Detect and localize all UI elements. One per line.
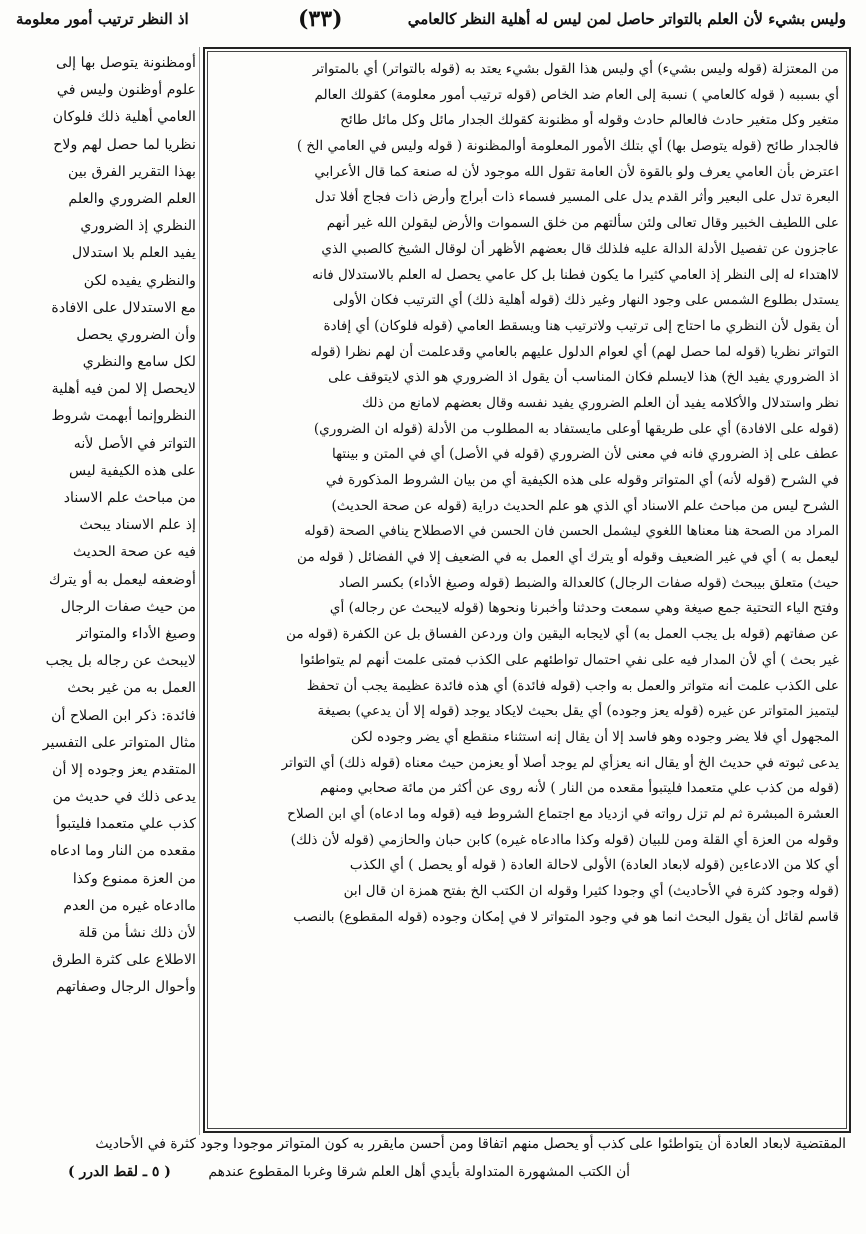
- commentary-line: على اللطيف الخبير وقال تعالى ولئن سألتهم من خلق السموات والأرض ليقولن الله غير أنهم: [326, 215, 839, 232]
- commentary-line: حيث) متعلق بيبحث (قوله صفات الرجال) كالعدالة والضبط (قوله وصيغ الأداء) بكسر الصاد: [338, 574, 839, 591]
- margin-line: أوضعفه ليعمل به أو يترك: [48, 571, 196, 588]
- commentary-line: على الكذب علمت أنه متواتر والعمل به واجب (قوله فائدة) أي هذه فائدة عظيمة يجب أن تحفظ: [306, 677, 839, 694]
- margin-line: يدعى ذلك في حديث من: [52, 789, 196, 806]
- commentary-line: يدعى ثبوته في حديث الخ أو يقال انه يعزأي لم يوجد أصلا أو يعزمن حيث معناه (قوله ذلك) أي التواتر: [281, 754, 839, 771]
- commentary-line: نظر واستدلال والأكلامه يفيد أن العلم الضروري يفيد نفسه وقال بعضهم لامانع من ذلك: [361, 394, 839, 411]
- margin-line: فائدة: ذكر ابن الصلاح أن: [51, 707, 196, 724]
- column-divider: [199, 47, 200, 1135]
- margin-line: أومظنونة يتوصل بها إلى: [56, 55, 196, 71]
- margin-line: الاطلاع على كثرة الطرق: [52, 952, 196, 969]
- commentary-line: قاسم لقائل أن يقول البحث انما هو في وجود المتواتر لا في إمكان وجوده (قوله المقطوع) بالنصب: [293, 908, 839, 925]
- margin-line: كذب علي متعمدا فليتبوأ: [56, 816, 196, 833]
- margin-line: العلم الضروري والعلم: [68, 190, 196, 207]
- commentary-line: يستدل بطلوع الشمس على وجود النهار وغير ذلك (قوله أهلية ذلك) أي الترتيب فكان الأولى: [332, 292, 839, 309]
- commentary-line: اعترض بأن العامي يعرف ولو بالقوة لأن العامة تقول الله موجود لأن له صنعة كما قال الأعرابي: [314, 163, 839, 180]
- footer-text-line-2: أن الكتب المشهورة المتداولة بأيدي أهل العلم شرقا وغربا المقطوع عندهم: [208, 1164, 630, 1180]
- margin-line: المتقدم يعز وجوده إلا أن: [52, 761, 196, 778]
- commentary-line: ليعمل به ) أي في غير الضعيف وقوله أو يترك أي العمل به في الضعيف إلا في الفضائل ( قوله من: [296, 549, 839, 566]
- margin-line: لايبحث عن رجاله بل يجب: [45, 653, 196, 670]
- commentary-box: [203, 47, 851, 1133]
- commentary-line: العشرة المبشرة ثم لم تزل رواته في ازدياد مع اجتماع الشروط فيه (قوله وما ادعاه) أي ابن الصلاح: [287, 805, 839, 822]
- margin-line: لكل سامع والنظري: [82, 354, 196, 371]
- signature-mark: ( ٥ ـ لقط الدرر ): [68, 1164, 171, 1180]
- commentary-line: الشرح ليس من مباحث علم الاسناد أي الذي هو علم الحديث دراية (قوله عن صحة الحديث): [331, 497, 839, 514]
- commentary-line: في الشرح (قوله لأنه) أي المتواتر وقوله على هذه الكيفية أي من بيان الشروط المذكورة في: [325, 472, 839, 488]
- margin-line: وأحوال الرجال وصفاتهم: [56, 979, 196, 996]
- margin-line: نظريا لما حصل لهم ولاح: [53, 136, 196, 153]
- commentary-line: (قوله من كذب علي متعمدا فليتبوأ مقعده من النار ) لأنه روى عن أكثر من مائة صحابي ومنهم: [320, 780, 839, 797]
- margin-line: إذ علم الاسناد يبحث: [79, 517, 196, 534]
- margin-line: لايحصل إلا لمن فيه أهلية: [51, 381, 196, 398]
- commentary-line: غير بحث ) أي لأن المدار فيه على نفي احتمال تواطئهم على الكذب فمتى علمت أنهم لم يتواطئوا: [300, 651, 839, 668]
- margin-line: النظري إذ الضروري: [80, 218, 196, 235]
- commentary-line: من المعتزلة (قوله وليس بشيء) أي وليس هذا القول بشيء يعتد به (قوله بالتواتر) أي بالمتواتر: [312, 61, 839, 77]
- margin-line: العمل به من غير بحث: [67, 680, 196, 697]
- margin-line: لأن ذلك نشأ من قلة: [78, 925, 196, 941]
- commentary-line: اذ الضروري يفيد الخ) هذا لايسلم فكان المناسب أن يقول اذ الضروري هو الذي لايتوقف على: [328, 369, 839, 386]
- commentary-line: وقوله من العزة أي القلة ومن للبيان (قوله وكذا ماادعاه غيره) كابن حبان والحازمي (قوله لأن ذلك): [290, 831, 839, 848]
- commentary-line: (قوله على الافادة) أي على طريقها أوعلى مايستفاد به المطلوب من الأدلة (قوله ان الضروري): [313, 420, 839, 437]
- commentary-line: عاجزون عن تفصيل الأدلة الدالة عليه فلذلك قال بعضهم الأظهر أن لوقال الشيخ كالصبي الذي: [321, 240, 839, 257]
- margin-line: التواتر في الأصل لأنه: [73, 435, 196, 452]
- page-number: (٣٣): [298, 6, 343, 32]
- page-header: [8, 4, 860, 44]
- margin-line: وأن الضروري يحصل: [76, 326, 196, 343]
- margin-line: يفيد العلم بلا استدلال: [71, 245, 196, 262]
- commentary-line: متغير وكل متغير حادث فالعالم حادث وقوله أو مظنونة كقولك الجدار مائل وكل مائل طائح: [340, 112, 839, 129]
- commentary-line: التواتر نظريا (قوله لما حصل لهم) أي لعوام الدلول عليهم بالعامي وقدعلمت أن لهم نظرا (قوله: [310, 343, 839, 360]
- margin-line: علوم أوظنون وليس في: [56, 82, 196, 99]
- margin-line: والنظري يفيده لكن: [83, 272, 196, 289]
- commentary-line: ليتميز المتواتر عن غيره (قوله يعز وجوده) أي يقل بحيث لايكاد يوجد (قوله إلا أن يدعي) بصيغة: [317, 703, 839, 720]
- header-margin-title: اذ النظر ترتيب أمور معلومة: [16, 10, 189, 28]
- margin-line: من العزة ممنوع وكذا: [72, 870, 196, 887]
- commentary-line: البعرة تدل على البعير وأثر القدم يدل على المسير فسماء ذات أبراج وأرض ذات فجاج أفلا تدل: [314, 189, 839, 206]
- commentary-line: أن يقول لأن النظري ما احتاج إلى ترتيب ولاترتيب هنا ويسقط العامي (قوله فلوكان) أي إفادة: [323, 317, 839, 334]
- commentary-line: عن صفاتهم (قوله بل يجب العمل به) أي لايجابه اليقين وان وردعن الفساق بل عن الكفرة (قوله من: [285, 626, 839, 643]
- commentary-text: [215, 57, 839, 1123]
- margin-line: من حيث صفات الرجال: [60, 598, 196, 615]
- margin-column: [6, 50, 196, 1130]
- commentary-line: عطف على إذ الضروري فانه في معنى لأن الضروري (قوله في الأصل) أي في المتن و بينتها: [331, 446, 839, 463]
- margin-line: ماادعاه غيره من العدم: [63, 897, 196, 914]
- commentary-line: وفتح الياء التحتية جمع صيغة وهي سمعت وحدثنا وأخبرنا ونحوها (قوله لايبحث عن رجاله) أي: [329, 600, 839, 617]
- commentary-line: أي كلا من الادعاءين (قوله لابعاد العادة) الأولى لاحالة العادة ( قوله أو يحصل ) أي الكذب: [349, 857, 839, 874]
- margin-line: العامي أهلية ذلك فلوكان: [52, 109, 196, 126]
- commentary-line: المجهول أي فلا يضر وجوده وهو فاسد إلا أن يقال إنه استثناء منقطع أي يضر وجوده لكن: [350, 728, 839, 745]
- margin-line: من مباحث علم الاسناد: [63, 490, 196, 506]
- commentary-line: فالجدار طائح (قوله يتوصل بها) أي بتلك الأمور المعلومة أوالمظنونة ( قوله وليس في العامي الخ ): [296, 138, 839, 155]
- margin-line: النظروإنما أبهمت شروط: [51, 408, 196, 425]
- margin-line: وصيغ الأداء والمتواتر: [76, 625, 196, 642]
- margin-line: بهذا التقرير الفرق بين: [67, 163, 196, 180]
- header-running-title: وليس بشيء لأن العلم بالتواتر حاصل لمن ليس له أهلية النظر كالعامي: [407, 10, 846, 28]
- margin-line: على هذه الكيفية ليس: [68, 462, 196, 479]
- commentary-line: أي بسببه ( قوله كالعامي ) نسبة إلى العام ضد الخاص (قوله ترتيب أمور معلومة) كقولك العالم: [314, 86, 839, 103]
- margin-line: مثال المتواتر على التفسير: [42, 734, 196, 751]
- margin-line: فيه عن صحة الحديث: [72, 544, 196, 561]
- commentary-line: المراد من الصحة هنا معناها اللغوي ليشمل الحسن فان الحسن في الاصطلاح ينافي الصحة (قوله: [304, 523, 839, 540]
- footer-text-line-1: المقتضية لابعاد العادة أن يتواطئوا على كذب أو يحصل منهم اتفاقا ومن أحسن مايقرر به كون المتواتر موجودا وجود كثرة في الأحاديث: [95, 1136, 846, 1152]
- margin-line: مقعده من النار وما ادعاه: [50, 843, 196, 860]
- commentary-line: لااهتداء له إلى النظر إذ العامي كثيرا ما يكون فطنا بل كل عامي يحصل له العلم بالاستدلال فانه: [312, 266, 839, 283]
- commentary-line: (قوله وجود كثرة في الأحاديث) أي وجودا كثيرا وقوله ان الكتب الخ بفتح همزة ان قال ابن: [343, 883, 839, 899]
- page-footer: [8, 1134, 860, 1194]
- margin-line: مع الاستدلال على الافادة: [51, 299, 196, 316]
